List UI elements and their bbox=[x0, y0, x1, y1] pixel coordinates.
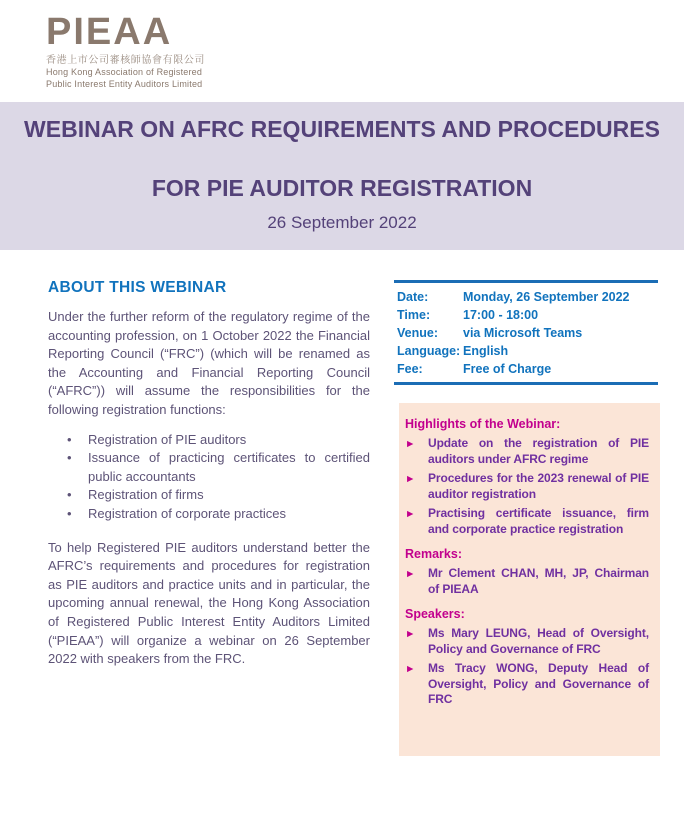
detail-row-time bbox=[397, 306, 658, 324]
logo-wordmark: PIEAA bbox=[46, 11, 173, 53]
bullet-icon: • bbox=[67, 450, 72, 466]
speaker-item bbox=[405, 661, 649, 708]
list-item bbox=[67, 431, 370, 450]
list-item-text: Issuance of practicing certificates to certified public accountants bbox=[88, 450, 370, 484]
detail-value: English bbox=[463, 344, 509, 358]
arrow-bullet-icon: ► bbox=[405, 627, 416, 640]
highlight-item-text: Procedures for the 2023 renewal of PIE auditor registration bbox=[428, 471, 649, 501]
detail-value: 17:00 - 18:00 bbox=[463, 308, 539, 322]
highlights-box bbox=[399, 403, 660, 756]
list-item bbox=[67, 505, 370, 524]
highlight-item bbox=[405, 506, 649, 537]
speaker-item bbox=[405, 626, 649, 657]
about-paragraph-2: To help Registered PIE auditors understand better the AFRC’s requirements and procedures for registration as PIE auditors and practice units and in particular, the upcoming annual renewal, the Hong Kong Association of Registered Public Interest Entity Auditors Limited (“PIEAA”) will organize a webinar on 26 September 2022 with speakers from the FRC. bbox=[48, 539, 370, 667]
highlight-item bbox=[405, 436, 649, 467]
detail-label: Time: bbox=[397, 308, 431, 322]
pieaa-logo bbox=[46, 12, 205, 90]
bullet-icon: • bbox=[67, 431, 72, 447]
arrow-bullet-icon: ► bbox=[405, 662, 416, 675]
highlight-item-text: Practising certificate issuance, firm and corporate practice registration bbox=[428, 506, 649, 536]
detail-value: Free of Charge bbox=[463, 362, 552, 376]
detail-row-venue bbox=[397, 324, 658, 342]
webinar-date: 26 September 2022 bbox=[267, 213, 417, 232]
speaker-item-text: Ms Mary LEUNG, Head of Oversight, Policy and Governance of FRC bbox=[428, 626, 649, 656]
list-item bbox=[67, 486, 370, 505]
remarks-heading: Remarks: bbox=[405, 547, 462, 561]
registration-functions-list bbox=[48, 431, 370, 524]
logo-english-name-line2: Public Interest Entity Auditors Limited bbox=[46, 78, 203, 89]
event-info-column bbox=[394, 280, 658, 756]
arrow-bullet-icon: ► bbox=[405, 567, 416, 580]
speakers-heading: Speakers: bbox=[405, 607, 465, 621]
detail-label: Fee: bbox=[397, 362, 423, 376]
list-item bbox=[67, 449, 370, 486]
about-paragraph-1: Under the further reform of the regulatory regime of the accounting profession, on 1 October 2022 the Financial Reporting Council (“FRC”) (which will be renamed as the Accounting and Financial Reporting Council (“AFRC”)) will assume the responsibilities for the following registration functions: bbox=[48, 309, 370, 417]
webinar-title-line2: FOR PIE AUDITOR REGISTRATION bbox=[151, 175, 533, 201]
logo-english-name-line1: Hong Kong Association of Registered bbox=[46, 67, 203, 77]
detail-value: Monday, 26 September 2022 bbox=[463, 290, 630, 304]
webinar-title-line1: WEBINAR ON AFRC REQUIREMENTS AND PROCEDURES bbox=[24, 116, 660, 142]
title-banner bbox=[0, 102, 684, 250]
speaker-item-text: Ms Tracy WONG, Deputy Head of Oversight, Policy and Governance of FRC bbox=[428, 661, 649, 706]
arrow-bullet-icon: ► bbox=[405, 437, 416, 450]
list-item-text: Registration of firms bbox=[88, 487, 204, 503]
detail-row-fee bbox=[397, 360, 658, 378]
detail-label: Language: bbox=[397, 344, 461, 358]
list-item-text: Registration of corporate practices bbox=[88, 505, 286, 521]
detail-row-date bbox=[397, 288, 658, 306]
highlight-item bbox=[405, 471, 649, 502]
detail-label: Venue: bbox=[397, 326, 438, 340]
about-heading: ABOUT THIS WEBINAR bbox=[48, 279, 227, 296]
event-details-box bbox=[394, 280, 658, 385]
arrow-bullet-icon: ► bbox=[405, 507, 416, 520]
detail-value: via Microsoft Teams bbox=[463, 326, 583, 340]
remarks-item-text: Mr Clement CHAN, MH, JP, Chairman of PIEAA bbox=[428, 566, 649, 596]
remarks-item bbox=[405, 566, 649, 597]
about-section bbox=[48, 280, 370, 669]
detail-label: Date: bbox=[397, 290, 429, 304]
bullet-icon: • bbox=[67, 487, 72, 503]
bullet-icon: • bbox=[67, 505, 72, 521]
detail-row-language bbox=[397, 342, 658, 360]
arrow-bullet-icon: ► bbox=[405, 472, 416, 485]
logo-chinese-name: 香港上市公司審核師協會有限公司 bbox=[46, 55, 205, 66]
highlights-heading: Highlights of the Webinar: bbox=[405, 417, 561, 431]
highlight-item-text: Update on the registration of PIE auditors under AFRC regime bbox=[428, 436, 649, 466]
list-item-text: Registration of PIE auditors bbox=[88, 431, 247, 447]
